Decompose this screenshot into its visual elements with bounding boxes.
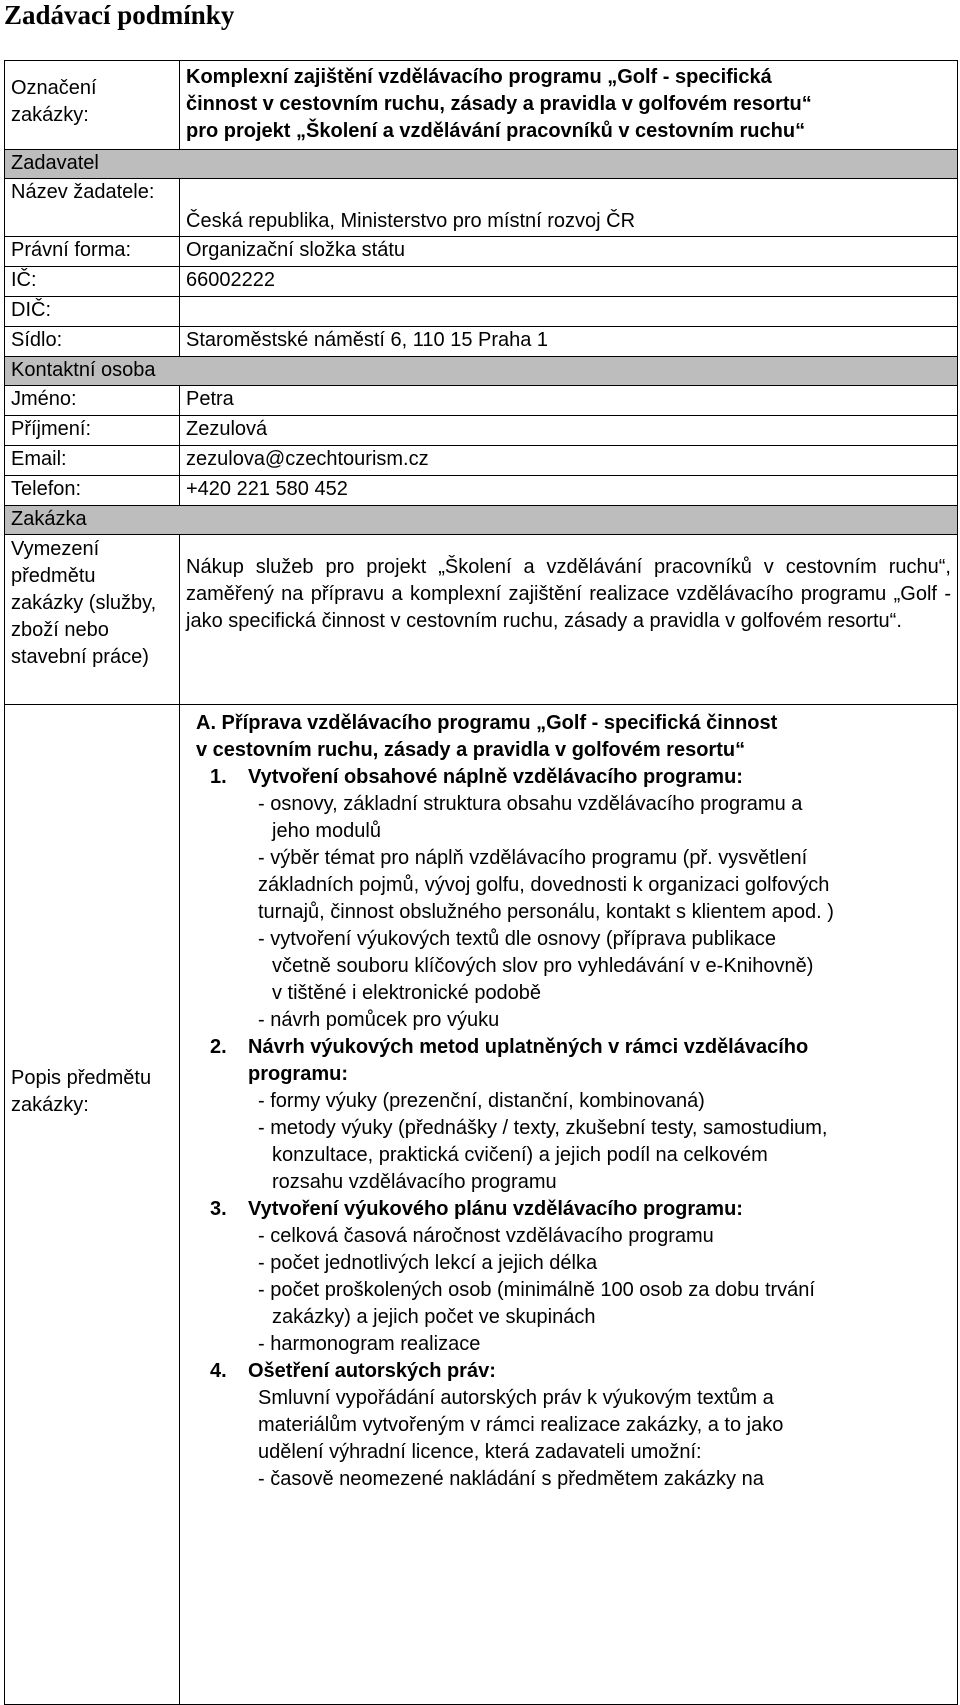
vymezeni-text: Nákup služeb pro projekt „Školení a vzdělávání pracovníků v cestovním ruchu“, zaměřený na přípravu a komplexní zajištění realizace vzdělávacího programu „Golf - jako specifická činnost v cestovním ruchu, zásady a pravidla v golfovém resortu“. — [186, 556, 951, 632]
item-3-lines — [188, 1223, 951, 1358]
item-title: Vytvoření obsahové náplně vzdělávacího programu: — [248, 766, 743, 788]
value-dic — [180, 297, 958, 327]
value-jmeno: Petra — [180, 386, 958, 416]
value-email: zezulova@czechtourism.cz — [180, 446, 958, 476]
section-a-heading: A. Příprava vzdělávacího programu „Golf - specifická činnost — [196, 712, 778, 734]
item-line: - časově neomezené nakládání s předmětem zakázky na — [258, 1468, 764, 1490]
item-title-cont: programu: — [248, 1063, 348, 1085]
item-2-heading — [188, 1034, 951, 1061]
value-vymezeni — [180, 535, 958, 705]
label-popis — [5, 705, 180, 1705]
item-line: - počet jednotlivých lekcí a jejich délka — [258, 1252, 598, 1274]
section-kontaktni-osoba: Kontaktní osoba — [5, 357, 958, 386]
item-line: - výběr témat pro náplň vzdělávacího programu (př. vysvětlení — [258, 847, 808, 869]
value-oznaceni — [180, 61, 958, 150]
item-1-heading — [188, 764, 951, 791]
title-line: Komplexní zajištění vzdělávacího programu „Golf - specifická — [186, 66, 772, 88]
item-line: jeho modulů — [272, 820, 381, 842]
item-line: udělení výhradní licence, která zadavateli umožní: — [258, 1441, 702, 1463]
label-pravni-forma: Právní forma: — [5, 237, 180, 267]
section-a-heading-cont: v cestovním ruchu, zásady a pravidla v golfovém resortu“ — [196, 739, 746, 761]
item-line: - osnovy, základní struktura obsahu vzdělávacího programu a — [258, 793, 803, 815]
value-pravni-forma: Organizační složka státu — [180, 237, 958, 267]
item-line: základních pojmů, vývoj golfu, dovednosti k organizaci golfových — [258, 874, 830, 896]
item-line: zakázky) a jejich počet ve skupinách — [272, 1306, 596, 1328]
item-line: - celková časová náročnost vzdělávacího programu — [258, 1225, 714, 1247]
item-line: včetně souboru klíčových slov pro vyhledávání v e-Knihovně) — [272, 955, 814, 977]
item-line: - vytvoření výukových textů dle osnovy (příprava publikace — [258, 928, 777, 950]
title-line: činnost v cestovním ruchu, zásady a pravidla v golfovém resortu“ — [186, 93, 812, 115]
label-dic: DIČ: — [5, 297, 180, 327]
title-line: pro projekt „Školení a vzdělávání pracovníků v cestovním ruchu“ — [186, 120, 806, 142]
item-line: - harmonogram realizace — [258, 1333, 481, 1355]
item-number: 1. — [210, 766, 227, 788]
item-3-heading — [188, 1196, 951, 1223]
item-title: Vytvoření výukového plánu vzdělávacího programu: — [248, 1198, 743, 1220]
label-telefon: Telefon: — [5, 476, 180, 506]
item-line: - metody výuky (přednášky / texty, zkušební testy, samostudium, — [258, 1117, 828, 1139]
value-nazev — [180, 179, 958, 237]
nazev-text: Česká republika, Ministerstvo pro místní rozvoj ČR — [186, 210, 636, 232]
item-line: rozsahu vzdělávacího programu — [272, 1171, 557, 1193]
item-line: v tištěné i elektronické podobě — [272, 982, 542, 1004]
value-ic: 66002222 — [180, 267, 958, 297]
value-sidlo: Staroměstské náměstí 6, 110 15 Praha 1 — [180, 327, 958, 357]
item-title: Návrh výukových metod uplatněných v rámci vzdělávacího — [248, 1036, 809, 1058]
section-zakazka: Zakázka — [5, 506, 958, 535]
value-popis — [180, 705, 958, 1705]
label-prijmeni: Příjmení: — [5, 416, 180, 446]
popis-label-text: Popis předmětu zakázky: — [11, 1067, 152, 1116]
item-1-lines — [188, 791, 951, 1034]
item-number: 2. — [210, 1036, 227, 1058]
item-2-lines — [188, 1088, 951, 1196]
label-oznaceni: Označení zakázky: — [5, 61, 180, 150]
item-4-heading — [188, 1358, 951, 1385]
item-number: 4. — [210, 1360, 227, 1382]
value-telefon: +420 221 580 452 — [180, 476, 958, 506]
label-jmeno: Jméno: — [5, 386, 180, 416]
item-line: Smluvní vypořádání autorských práv k výukovým textům a — [258, 1387, 774, 1409]
label-sidlo: Sídlo: — [5, 327, 180, 357]
value-prijmeni: Zezulová — [180, 416, 958, 446]
item-number: 3. — [210, 1198, 227, 1220]
label-nazev: Název žadatele: — [5, 179, 180, 237]
item-line: - formy výuky (prezenční, distanční, kombinovaná) — [258, 1090, 705, 1112]
item-line: - návrh pomůcek pro výuku — [258, 1009, 500, 1031]
item-2-heading-cont — [188, 1061, 951, 1088]
item-line: turnajů, činnost obslužného personálu, kontakt s klientem apod. ) — [258, 901, 834, 923]
tender-conditions-table — [4, 60, 958, 1705]
label-vymezeni: Vymezení předmětu zakázky (služby, zboží nebo stavební práce) — [5, 535, 180, 705]
item-line: - počet proškolených osob (minimálně 100 osob za dobu trvání — [258, 1279, 815, 1301]
page-title: Zadávací podmínky — [4, 0, 235, 30]
item-title: Ošetření autorských práv: — [248, 1360, 496, 1382]
section-zadavatel: Zadavatel — [5, 150, 958, 179]
item-4-lines — [188, 1385, 951, 1493]
item-line: materiálům vytvořeným v rámci realizace zakázky, a to jako — [258, 1414, 784, 1436]
label-email: Email: — [5, 446, 180, 476]
label-ic: IČ: — [5, 267, 180, 297]
item-line: konzultace, praktická cvičení) a jejich podíl na celkovém — [272, 1144, 768, 1166]
